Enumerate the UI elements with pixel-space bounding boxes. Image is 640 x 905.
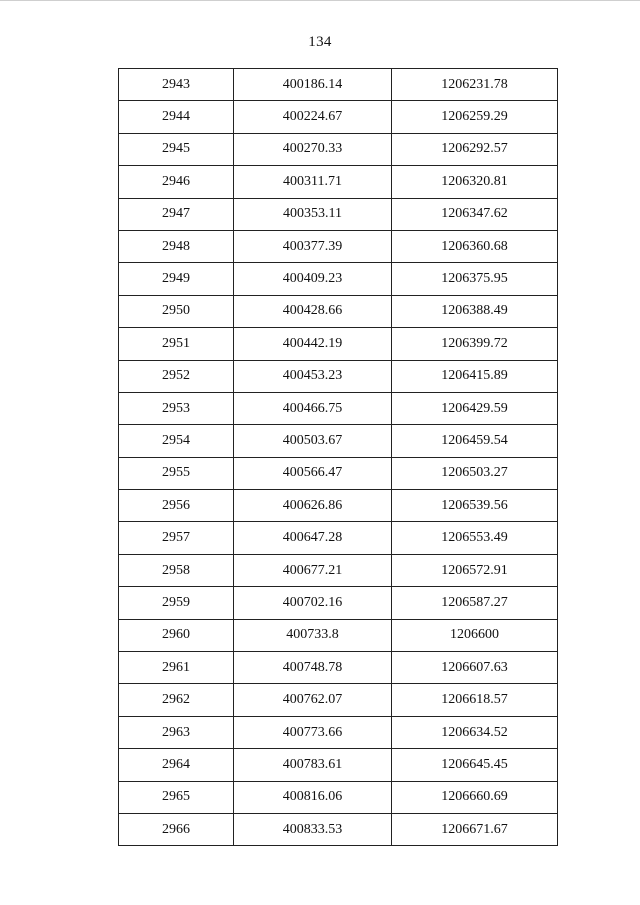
table-row	[119, 684, 558, 716]
point-id-cell: 2958	[119, 554, 234, 586]
x-coordinate-cell: 400224.67	[234, 101, 392, 133]
y-coordinate-cell: 1206399.72	[392, 328, 558, 360]
point-id-cell: 2948	[119, 230, 234, 262]
y-coordinate-cell: 1206539.56	[392, 490, 558, 522]
x-coordinate-cell: 400503.67	[234, 425, 392, 457]
table-row	[119, 230, 558, 262]
table-row	[119, 813, 558, 845]
x-coordinate-cell: 400409.23	[234, 263, 392, 295]
point-id-cell: 2956	[119, 490, 234, 522]
table-row	[119, 522, 558, 554]
point-id-cell: 2963	[119, 716, 234, 748]
y-coordinate-cell: 1206292.57	[392, 133, 558, 165]
point-id-cell: 2955	[119, 457, 234, 489]
x-coordinate-cell: 400566.47	[234, 457, 392, 489]
y-coordinate-cell: 1206572.91	[392, 554, 558, 586]
point-id-cell: 2961	[119, 652, 234, 684]
x-coordinate-cell: 400762.07	[234, 684, 392, 716]
y-coordinate-cell: 1206429.59	[392, 392, 558, 424]
table-row	[119, 425, 558, 457]
y-coordinate-cell: 1206375.95	[392, 263, 558, 295]
x-coordinate-cell: 400833.53	[234, 813, 392, 845]
x-coordinate-cell: 400702.16	[234, 587, 392, 619]
y-coordinate-cell: 1206600	[392, 619, 558, 651]
x-coordinate-cell: 400677.21	[234, 554, 392, 586]
y-coordinate-cell: 1206607.63	[392, 652, 558, 684]
table-row	[119, 652, 558, 684]
table-row	[119, 587, 558, 619]
point-id-cell: 2954	[119, 425, 234, 457]
x-coordinate-cell: 400466.75	[234, 392, 392, 424]
table-row	[119, 101, 558, 133]
x-coordinate-cell: 400733.8	[234, 619, 392, 651]
point-id-cell: 2959	[119, 587, 234, 619]
point-id-cell: 2944	[119, 101, 234, 133]
y-coordinate-cell: 1206553.49	[392, 522, 558, 554]
y-coordinate-cell: 1206320.81	[392, 166, 558, 198]
table-row	[119, 263, 558, 295]
x-coordinate-cell: 400311.71	[234, 166, 392, 198]
table-row	[119, 716, 558, 748]
point-id-cell: 2952	[119, 360, 234, 392]
point-id-cell: 2962	[119, 684, 234, 716]
point-id-cell: 2945	[119, 133, 234, 165]
table-row	[119, 69, 558, 101]
y-coordinate-cell: 1206645.45	[392, 749, 558, 781]
y-coordinate-cell: 1206587.27	[392, 587, 558, 619]
x-coordinate-cell: 400442.19	[234, 328, 392, 360]
x-coordinate-cell: 400353.11	[234, 198, 392, 230]
point-id-cell: 2951	[119, 328, 234, 360]
table-row	[119, 295, 558, 327]
table-row	[119, 457, 558, 489]
table-row	[119, 360, 558, 392]
point-id-cell: 2943	[119, 69, 234, 101]
y-coordinate-cell: 1206660.69	[392, 781, 558, 813]
table-row	[119, 554, 558, 586]
x-coordinate-cell: 400270.33	[234, 133, 392, 165]
point-id-cell: 2965	[119, 781, 234, 813]
x-coordinate-cell: 400647.28	[234, 522, 392, 554]
table-row	[119, 490, 558, 522]
x-coordinate-cell: 400453.23	[234, 360, 392, 392]
coordinate-table	[118, 68, 558, 846]
point-id-cell: 2949	[119, 263, 234, 295]
point-id-cell: 2960	[119, 619, 234, 651]
y-coordinate-cell: 1206415.89	[392, 360, 558, 392]
y-coordinate-cell: 1206388.49	[392, 295, 558, 327]
point-id-cell: 2946	[119, 166, 234, 198]
point-id-cell: 2966	[119, 813, 234, 845]
x-coordinate-cell: 400428.66	[234, 295, 392, 327]
table-row	[119, 328, 558, 360]
table-row	[119, 166, 558, 198]
y-coordinate-cell: 1206259.29	[392, 101, 558, 133]
y-coordinate-cell: 1206618.57	[392, 684, 558, 716]
y-coordinate-cell: 1206671.67	[392, 813, 558, 845]
y-coordinate-cell: 1206459.54	[392, 425, 558, 457]
y-coordinate-cell: 1206634.52	[392, 716, 558, 748]
point-id-cell: 2957	[119, 522, 234, 554]
point-id-cell: 2953	[119, 392, 234, 424]
x-coordinate-cell: 400377.39	[234, 230, 392, 262]
x-coordinate-cell: 400783.61	[234, 749, 392, 781]
table-row	[119, 392, 558, 424]
table-row	[119, 781, 558, 813]
page-number: 134	[308, 34, 332, 50]
x-coordinate-cell: 400816.06	[234, 781, 392, 813]
y-coordinate-cell: 1206347.62	[392, 198, 558, 230]
y-coordinate-cell: 1206231.78	[392, 69, 558, 101]
coordinate-table-body	[119, 69, 558, 846]
table-row	[119, 749, 558, 781]
table-row	[119, 198, 558, 230]
point-id-cell: 2947	[119, 198, 234, 230]
point-id-cell: 2964	[119, 749, 234, 781]
y-coordinate-cell: 1206360.68	[392, 230, 558, 262]
table-row	[119, 133, 558, 165]
point-id-cell: 2950	[119, 295, 234, 327]
table-row	[119, 619, 558, 651]
x-coordinate-cell: 400773.66	[234, 716, 392, 748]
y-coordinate-cell: 1206503.27	[392, 457, 558, 489]
x-coordinate-cell: 400186.14	[234, 69, 392, 101]
x-coordinate-cell: 400748.78	[234, 652, 392, 684]
x-coordinate-cell: 400626.86	[234, 490, 392, 522]
